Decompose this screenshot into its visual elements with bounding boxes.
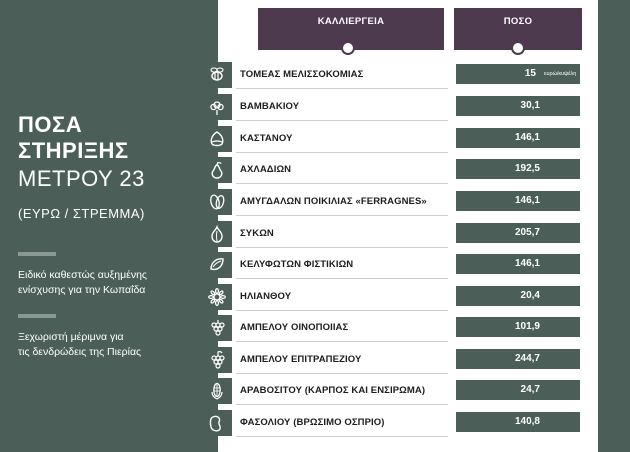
- bean-icon: [202, 410, 232, 436]
- note-pieria-line1: Ξεχωριστή μέριμνα για: [18, 331, 124, 343]
- note-kopaida-line2: ενίσχυσης για την Κωπαΐδα: [18, 284, 146, 296]
- crop-cell: [236, 347, 448, 374]
- crop-label: ΚΕΛΥΦΩΤΩΝ ΦΙΣΤΙΚΙΩΝ: [240, 259, 354, 270]
- title-line-1: ΠΟΣΑ: [18, 112, 83, 137]
- table-row: [196, 378, 596, 404]
- crop-label: ΑΜΠΕΛΟΥ ΕΠΙΤΡΑΠΕΖΙΟΥ: [240, 354, 362, 365]
- grapes-icon: [202, 315, 232, 341]
- sunflower-icon: [202, 284, 232, 310]
- crop-label: ΑΡΑΒΟΣΙΤΟΥ (ΚΑΡΠΟΣ ΚΑΙ ΕΝΣΙΡΩΜΑ): [240, 385, 426, 396]
- note-pieria: [18, 330, 208, 360]
- table-row: [196, 62, 596, 88]
- header-crop-label: ΚΑΛΛΙΕΡΓΕΙΑ: [317, 16, 385, 27]
- table-row: [196, 189, 596, 215]
- amount-unit: ευρώ/κυψέλη: [544, 71, 577, 77]
- amount-cell: [456, 223, 580, 243]
- amount-cell: [456, 128, 580, 148]
- table-row: [196, 284, 596, 310]
- amount-value: 20,4: [520, 290, 540, 301]
- amount-cell: [456, 96, 580, 116]
- amount-value: 192,5: [514, 163, 540, 174]
- crop-label: ΑΧΛΑΔΙΩΝ: [240, 164, 292, 175]
- right-strip: [598, 0, 630, 452]
- crop-label: ΗΛΙΑΝΘΟΥ: [240, 291, 292, 302]
- pear-icon: [202, 157, 232, 183]
- note-pieria-line2: τις δενδρώδεις της Πιερίας: [18, 346, 142, 358]
- corn-icon: [202, 378, 232, 404]
- almond-icon: [202, 189, 232, 215]
- table-row: [196, 252, 596, 278]
- divider-bar: [18, 252, 56, 256]
- table-row: [196, 410, 596, 436]
- amount-cell: [456, 191, 580, 211]
- subtitle: (ΕΥΡΩ / ΣΤΡΕΜΜΑ): [18, 206, 145, 221]
- cotton-icon: [202, 94, 232, 120]
- amount-value: 244,7: [514, 353, 540, 364]
- crop-cell: [236, 252, 448, 279]
- left-panel: [0, 0, 218, 452]
- header-amount: [454, 8, 582, 50]
- table-grapes-icon: [202, 347, 232, 373]
- crop-label: ΑΜΠΕΛΟΥ ΟΙΝΟΠΟΙΙΑΣ: [240, 322, 349, 333]
- table-row: [196, 221, 596, 247]
- title-line-3: ΜΕΤΡΟΥ 23: [18, 166, 145, 191]
- table-row: [196, 315, 596, 341]
- header-dot: [341, 41, 355, 55]
- chestnut-icon: [202, 126, 232, 152]
- amount-cell: [456, 412, 580, 432]
- table-row: [196, 94, 596, 120]
- amount-value: 146,1: [514, 258, 540, 269]
- note-kopaida-line1: Ειδικό καθεστώς αυξημένης: [18, 269, 147, 281]
- amount-value: 101,9: [514, 321, 540, 332]
- crop-cell: [236, 157, 448, 184]
- crop-cell: [236, 284, 448, 311]
- crop-label: ΑΜΥΓΔΑΛΩΝ ΠΟΙΚΙΛΙΑΣ «FERRAGNES»: [240, 196, 427, 207]
- crop-cell: [236, 410, 448, 437]
- header-amount-label: ΠΟΣΟ: [503, 16, 533, 27]
- crop-label: ΤΟΜΕΑΣ ΜΕΛΙΣΣΟΚΟΜΙΑΣ: [240, 69, 364, 80]
- note-kopaida: [18, 268, 208, 298]
- crop-label: ΒΑΜΒΑΚΙΟΥ: [240, 101, 300, 112]
- divider-bar: [18, 314, 56, 318]
- crop-cell: [236, 315, 448, 342]
- table-row: [196, 347, 596, 373]
- amount-cell: [456, 349, 580, 369]
- crop-label: ΚΑΣΤΑΝΟΥ: [240, 133, 293, 144]
- amount-value: 15: [524, 68, 536, 79]
- pistachio-icon: [202, 252, 232, 278]
- amount-cell: [456, 380, 580, 400]
- crop-cell: [236, 126, 448, 153]
- fig-icon: [202, 221, 232, 247]
- amount-cell: [456, 254, 580, 274]
- amount-value: 205,7: [514, 227, 540, 238]
- crop-cell: [236, 189, 448, 216]
- crop-cell: [236, 62, 448, 89]
- table-row: [196, 157, 596, 183]
- amount-cell: [456, 286, 580, 306]
- crop-label: ΣΥΚΩΝ: [240, 228, 274, 239]
- header-crop: [258, 8, 444, 50]
- amount-value: 146,1: [514, 195, 540, 206]
- amount-value: 30,1: [520, 100, 540, 111]
- title-line-2: ΣΤΗΡΙΞΗΣ: [18, 138, 129, 163]
- crop-cell: [236, 94, 448, 121]
- crop-cell: [236, 378, 448, 405]
- crop-label: ΦΑΣΟΛΙΟΥ (ΒΡΩΣΙΜΟ ΟΣΠΡΙΟ): [240, 417, 385, 428]
- header-dot: [511, 41, 525, 55]
- amount-value: 24,7: [520, 384, 540, 395]
- table-row: [196, 126, 596, 152]
- bee-icon: [202, 62, 232, 88]
- amount-value: 146,1: [514, 132, 540, 143]
- amount-cell: [456, 64, 580, 84]
- amount-cell: [456, 317, 580, 337]
- amount-cell: [456, 159, 580, 179]
- crop-cell: [236, 221, 448, 248]
- amount-value: 140,8: [514, 416, 540, 427]
